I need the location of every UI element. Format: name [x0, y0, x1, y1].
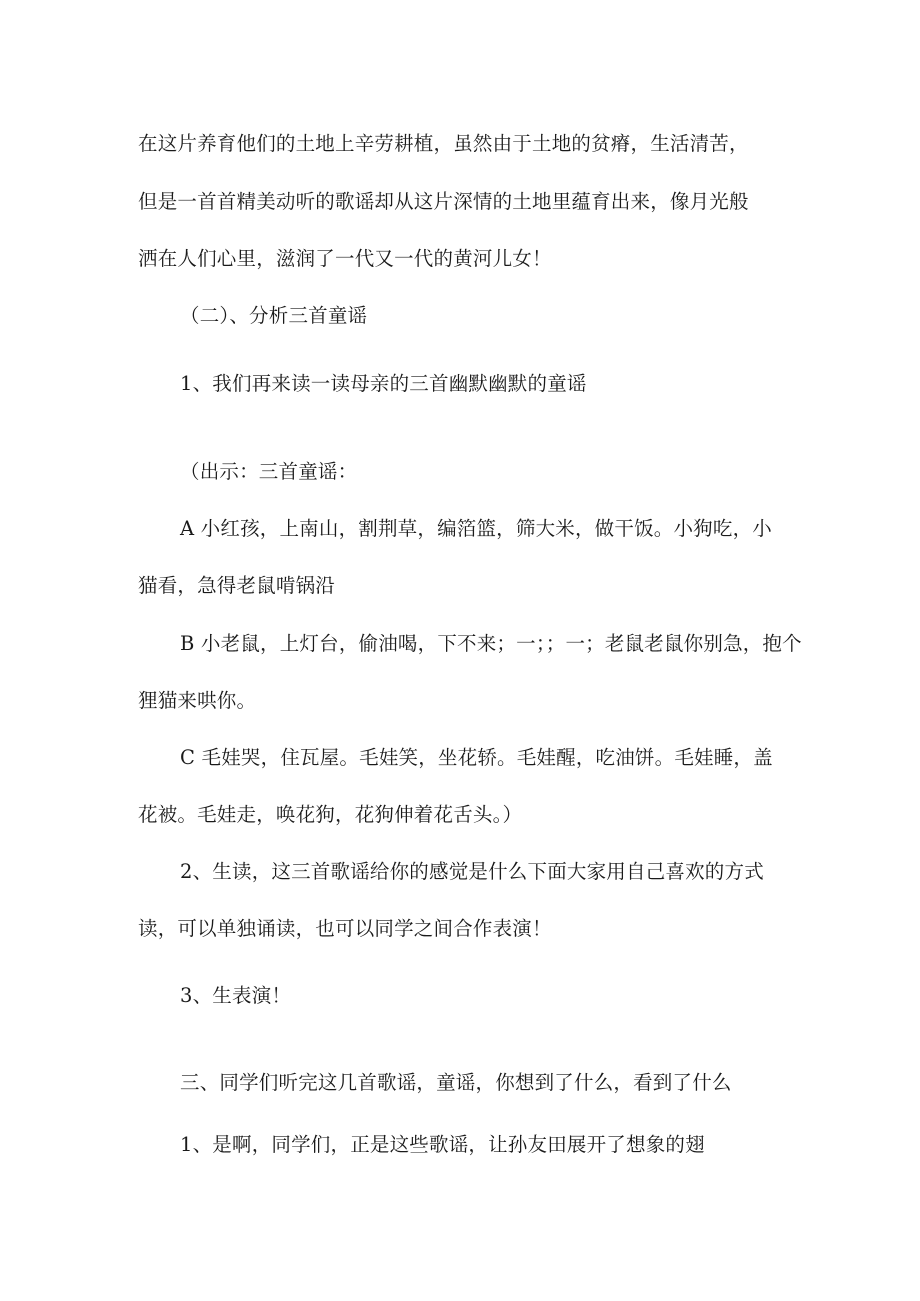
paragraph-line-2: 但是一首首精美动听的歌谣却从这片深情的土地里蕴育出来，像月光般 — [138, 190, 749, 213]
rhyme-c-line-2: 花被。毛娃走，唤花狗，花狗伸着花舌头。） — [138, 803, 523, 826]
rhyme-a-line-1: A 小红孩，上南山，割荆草，编箔篮，筛大米，做干饭。小狗吃，小 — [180, 517, 772, 540]
rhyme-b-line-1: B 小老鼠，上灯台，偷油喝，下不来；一；；一；老鼠老鼠你别急，抱个 — [180, 632, 802, 655]
rhyme-a-line-2: 猫看，急得老鼠啃锅沿 — [138, 574, 336, 597]
item-2-line-2: 读，可以单独诵读，也可以同学之间合作表演！ — [138, 917, 552, 940]
item-1-closing-line: 1、是啊，同学们，正是这些歌谣，让孙友田展开了想象的翅 — [180, 1133, 705, 1156]
section-heading-analysis: （二）、分析三首童谣 — [180, 304, 368, 327]
show-label-line: （出示：三首童谣： — [180, 460, 358, 483]
item-3-line: 3、生表演！ — [180, 984, 292, 1007]
paragraph-line-1: 在这片养育他们的土地上辛劳耕植，虽然由于土地的贫瘠，生活清苦， — [138, 132, 749, 155]
rhyme-c-line-1: C 毛娃哭，住瓦屋。毛娃笑，坐花轿。毛娃醒，吃油饼。毛娃睡，盖 — [180, 746, 773, 769]
rhyme-b-line-2: 狸猫来哄你。 — [138, 689, 257, 712]
paragraph-line-3: 洒在人们心里，滋润了一代又一代的黄河儿女！ — [138, 247, 552, 270]
item-1-line: 1、我们再来读一读母亲的三首幽默幽默的童谣 — [180, 372, 587, 395]
item-2-line-1: 2、生读，这三首歌谣给你的感觉是什么下面大家用自己喜欢的方式 — [180, 860, 764, 883]
section-heading-three: 三、同学们听完这几首歌谣，童谣，你想到了什么，看到了什么 — [180, 1071, 732, 1094]
